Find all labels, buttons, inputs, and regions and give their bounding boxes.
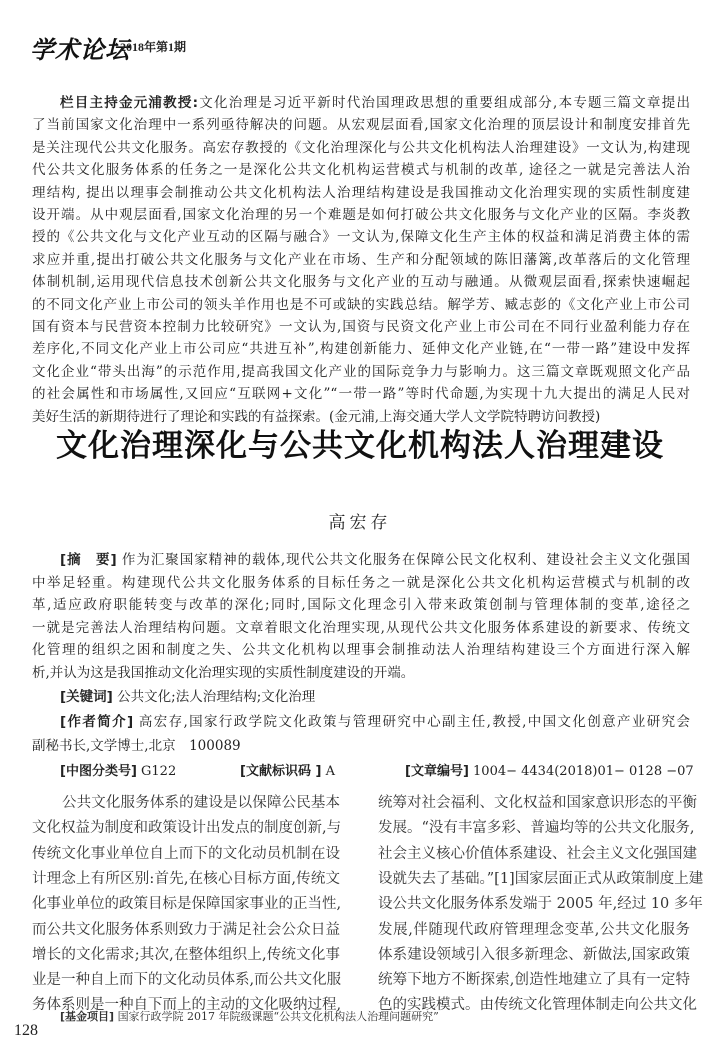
- body-line: [32, 920, 340, 940]
- body-line: [378, 894, 703, 914]
- page-number: 128: [14, 1022, 38, 1039]
- document-code: [文献标识码 ] A: [240, 764, 335, 779]
- body-line: [32, 869, 340, 889]
- body-line: [32, 970, 340, 990]
- text: 文化权益为制度和政策设计出发点的制度创新,与: [32, 820, 342, 837]
- article-title: 文化治理深化与公共文化机构法人治理建设: [56, 428, 664, 464]
- text: 色的实践模式。由传统文化管理体制走向公共文化: [378, 997, 697, 1014]
- body-line: [32, 818, 340, 838]
- body-line: [378, 920, 690, 940]
- text: 统筹对社会福利、文化权益和国家意识形态的平衡: [378, 795, 697, 811]
- abstract-line: [32, 663, 690, 683]
- editor-note-line: [32, 138, 690, 158]
- text: 析,并认为这是我国推动文化治理实现的实质性制度建设的开端。: [32, 665, 415, 681]
- text: 化管理的组织之困和制度之失、公共文化机构以理事会制推动法人治理结构建设三个方面进行深入解: [32, 642, 690, 659]
- editor-note-line: [32, 295, 690, 315]
- body-line: [378, 844, 697, 864]
- body-line: [32, 894, 340, 914]
- text: 中举足轻重。构建现代公共文化服务体系的目标任务之一就是深化公共文化机构运营模式与机制的改: [32, 574, 690, 591]
- text: 理结构, 提出以理事会制推动公共文化机构法人治理结构建设是我国推动文化治理实现的实质性制度建: [32, 184, 690, 201]
- text: 统筹下地方不断探索,创造性地建立了具有一定特: [378, 972, 690, 989]
- text: 业是一种自上而下的文化动员体系,而公共文化服: [32, 972, 342, 989]
- body-line: [62, 793, 340, 813]
- editor-note-line: [32, 227, 690, 247]
- fund-note: [基金项目] 国家行政学院 2017 年院级课题“公共文化机构法人治理问题研究”: [60, 1010, 439, 1023]
- issue-label: 2018年第1期: [120, 40, 187, 54]
- text: 发展,伴随现代政府管理理念变革,公共文化服务: [378, 921, 690, 938]
- text: 体系建设领域引入很多新理念、新做法,国家政策: [378, 946, 690, 963]
- text: 的不同文化产业上市公司的领头羊作用也是不可或缺的实践总结。解学芳、臧志彭的《文化产业上市公司: [32, 296, 690, 313]
- abstract-line: [32, 640, 690, 660]
- text: 务体系则是一种自下而上的主动的文化吸纳过程,: [32, 997, 342, 1014]
- text: 设公共文化服务体系发端于 2005 年,经过 10 多年: [378, 896, 703, 913]
- editor-note-line: [32, 160, 690, 180]
- text: 作为汇聚国家精神的载体,现代公共文化服务在保障公民文化权利、建设社会主义文化强国: [121, 552, 690, 568]
- editor-note-line: [32, 115, 690, 135]
- body-line: [378, 945, 690, 965]
- author-bio: [作者简介] 高宏存,国家行政学院文化政策与管理研究中心副主任,教授,中国文化创意产业研究会: [60, 714, 690, 730]
- editor-note-line: [32, 205, 690, 225]
- text: 的社会属性和市场属性,又回应“互联网+文化”“一带一路”等时代命题,为实现十九大提出的满足人民对: [32, 386, 690, 403]
- abstract-line: [32, 595, 690, 615]
- text: 授的《公共文化与文化产业互动的区隔与融合》一文认为,保障文化生产主体的权益和满足消费主体的需: [32, 229, 690, 246]
- author-bio-cont: 副秘书长,文学博士,北京 100089: [32, 738, 241, 754]
- editor-note-line: [32, 272, 690, 292]
- text: 文化治理是习近平新时代治国理政思想的重要组成部分,本专题三篇文章提出: [198, 95, 690, 111]
- editor-note-line: [32, 183, 690, 203]
- text: 体制机制,运用现代信息技术创新公共文化服务与文化产业的互动与融通。从微观层面看,探索快速崛起: [32, 274, 690, 291]
- editor-note-line: [32, 384, 690, 404]
- text: 国有资本与民营资本控制力比较研究》一文认为,国资与民资文化产业上市公司在不同行业盈利能力存在: [32, 319, 690, 335]
- text: 了当前国家文化治理中一系列亟待解决的问题。从宏观层面看,国家文化治理的顶层设计和制度安排首先: [32, 117, 690, 134]
- text: 计理念上有所区别:首先,在核心目标方面,传统文: [32, 870, 340, 887]
- abstract-line: [60, 550, 690, 570]
- editor-note-line: [32, 317, 690, 337]
- text: 社会主义核心价值体系建设、社会主义文化强国建: [378, 845, 697, 862]
- abstract-line: [32, 573, 690, 593]
- text: 文化企业“带头出海”的示范作用,提高我国文化产业的国际竞争力与影响力。这三篇文章既观照文化产品: [32, 363, 690, 380]
- text: 设就失去了基础。”[1]国家层面正式从政策制度上建: [378, 870, 704, 887]
- text: 化事业单位的政策目标是保障国家事业的正当性,: [32, 896, 342, 913]
- article-author: 高宏存: [328, 513, 392, 533]
- editor-note-line: [32, 250, 690, 270]
- editor-note-line: [60, 93, 690, 113]
- text: 公共文化服务体系的建设是以保障公民基本: [62, 795, 340, 811]
- text: 美好生活的新期待进行了理论和实践的有益探索。(金元浦,上海交通大学人文学院特聘访问教授): [32, 408, 601, 425]
- keywords: [关键词] 公共文化;法人治理结构;文化治理: [60, 689, 316, 705]
- text: 求应并重,提出打破公共文化服务与文化产业在市场、生产和分配领域的陈旧藩篱,改革落后的文化管理: [32, 251, 690, 268]
- text: 差序化,不同文化产业上市公司应“共进互补”,构建创新能力、延伸文化产业链,在“一带一路”建设中发挥: [32, 341, 690, 358]
- body-line: [378, 793, 697, 813]
- text: 设开端。从中观层面看,国家文化治理的另一个难题是如何打破公共文化服务与文化产业的区隔。李炎教: [32, 207, 690, 223]
- text: 而公共文化服务体系则致力于满足社会公众日益: [32, 921, 340, 938]
- editor-note-line: [32, 362, 690, 382]
- text: 是关注现代公共文化服务。高宏存教授的《文化治理深化与公共文化机构法人治理建设》一文认为,构建现: [32, 139, 690, 156]
- body-line: [378, 818, 695, 838]
- text: 一就是完善法人治理结构问题。文章着眼文化治理实现,从现代公共文化服务体系建设的新要求、传统文: [32, 619, 690, 636]
- body-line: [32, 844, 340, 864]
- clc-number: [中图分类号] G122: [60, 764, 177, 779]
- text: 增长的文化需求;其次,在整体组织上,传统文化事: [32, 946, 340, 963]
- body-line: [32, 945, 340, 965]
- text: 代公共文化服务体系的任务之一是深化公共文化机构运营模式与机制的改革, 途径之一就是完善法人治: [32, 162, 690, 179]
- text: 发展。“没有丰富多彩、普遍均等的公共文化服务,: [378, 820, 695, 837]
- text: 传统文化事业单位自上而下的文化动员机制在设: [32, 845, 340, 862]
- journal-logo: 学术论坛: [30, 35, 130, 64]
- editor-note-line: [32, 339, 690, 359]
- abstract-line: [32, 618, 690, 638]
- abstract-label: [摘 要]: [60, 552, 117, 568]
- body-line: [378, 869, 704, 889]
- article-number: [文章编号] 1004− 4434(2018)01− 0128 −07: [405, 764, 694, 779]
- text: 革,适应政府职能转变与改革的深化;同时,国际文化理念引入带来政策创制与管理体制的变革,途径之: [32, 597, 690, 614]
- editor-note-label: 栏目主持金元浦教授:: [60, 95, 199, 111]
- body-line: [378, 970, 690, 990]
